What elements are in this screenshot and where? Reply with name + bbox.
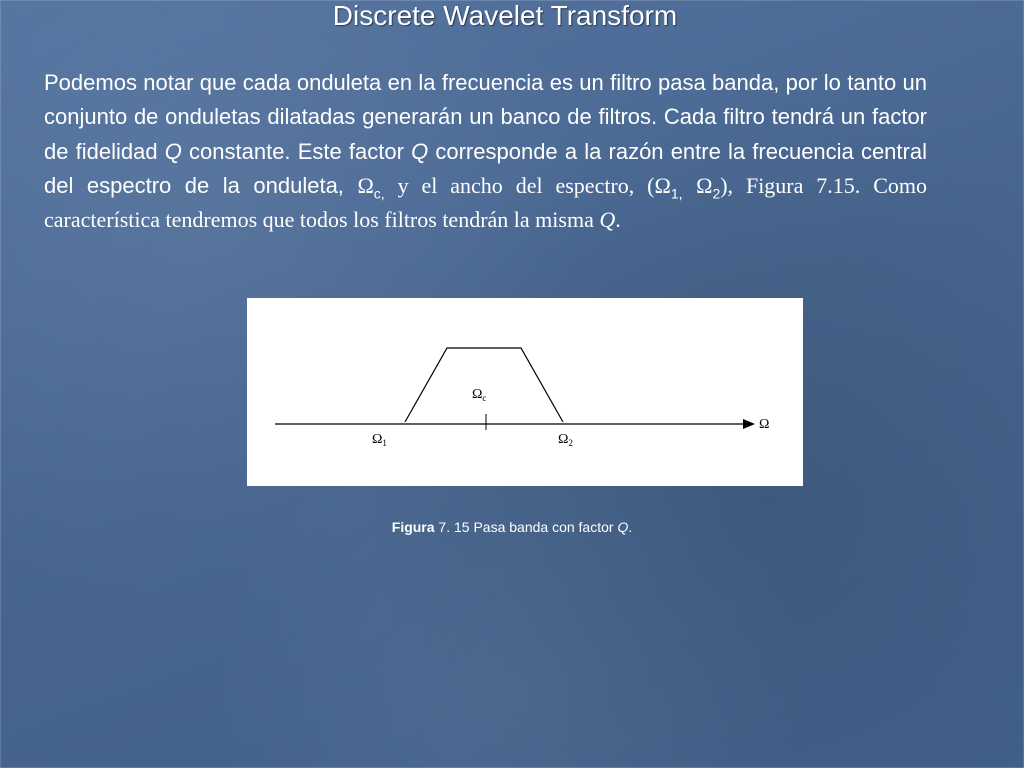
- axis-omega-label: Ω: [759, 417, 770, 432]
- q-symbol: Q: [599, 207, 616, 233]
- paragraph-part-6: .: [615, 207, 621, 233]
- slide-title: Discrete Wavelet Transform: [332, 0, 678, 31]
- bandpass-figure: [247, 298, 803, 486]
- axis-arrowhead: [743, 419, 755, 429]
- caption-text: 7. 15 Pasa banda con factor: [434, 519, 618, 535]
- caption-bold: Figura: [391, 519, 435, 535]
- paragraph-part-2: constante. Este factor: [181, 138, 412, 164]
- omega-2-subscript: 2: [712, 185, 721, 202]
- paragraph-part-4: y el ancho del espectro, (: [384, 172, 655, 198]
- bandpass-diagram: [247, 298, 803, 486]
- omega-1-label: $\Omega_1$: [372, 432, 387, 448]
- omega-1-subscript: 1,: [670, 185, 683, 202]
- omega-c-subscript: c,: [373, 185, 385, 202]
- paragraph-part-3: corresponde a la razón entre la frecuencia central del espectro de la onduleta,: [44, 138, 927, 198]
- paragraph-part-5: ), Figura 7.15. Como característica tendremos que todos los filtros tendrán la misma: [44, 172, 927, 233]
- figure-caption: [0, 519, 1024, 535]
- caption-end: .: [628, 519, 633, 535]
- omega-1-symbol: Ω: [654, 172, 671, 198]
- omega-c-symbol: Ω: [357, 172, 374, 198]
- body-paragraph: [44, 66, 927, 237]
- q-symbol: Q: [411, 138, 429, 164]
- paragraph-part-1: Podemos notar que cada onduleta en la frecuencia es un filtro pasa banda, por lo tanto un conjunto de onduletas dilatadas generarán un banco de filtros. Cada filtro tendrá un factor de fidelidad: [44, 70, 927, 164]
- omega-2-symbol: Ω: [696, 172, 713, 198]
- q-symbol: Q: [164, 138, 182, 164]
- bandpass-trapezoid: [405, 348, 563, 422]
- omega-c-label: $\Omega_c$: [472, 387, 487, 403]
- omega-2-label: $\Omega_2$: [558, 432, 573, 448]
- caption-q: Q: [617, 519, 629, 535]
